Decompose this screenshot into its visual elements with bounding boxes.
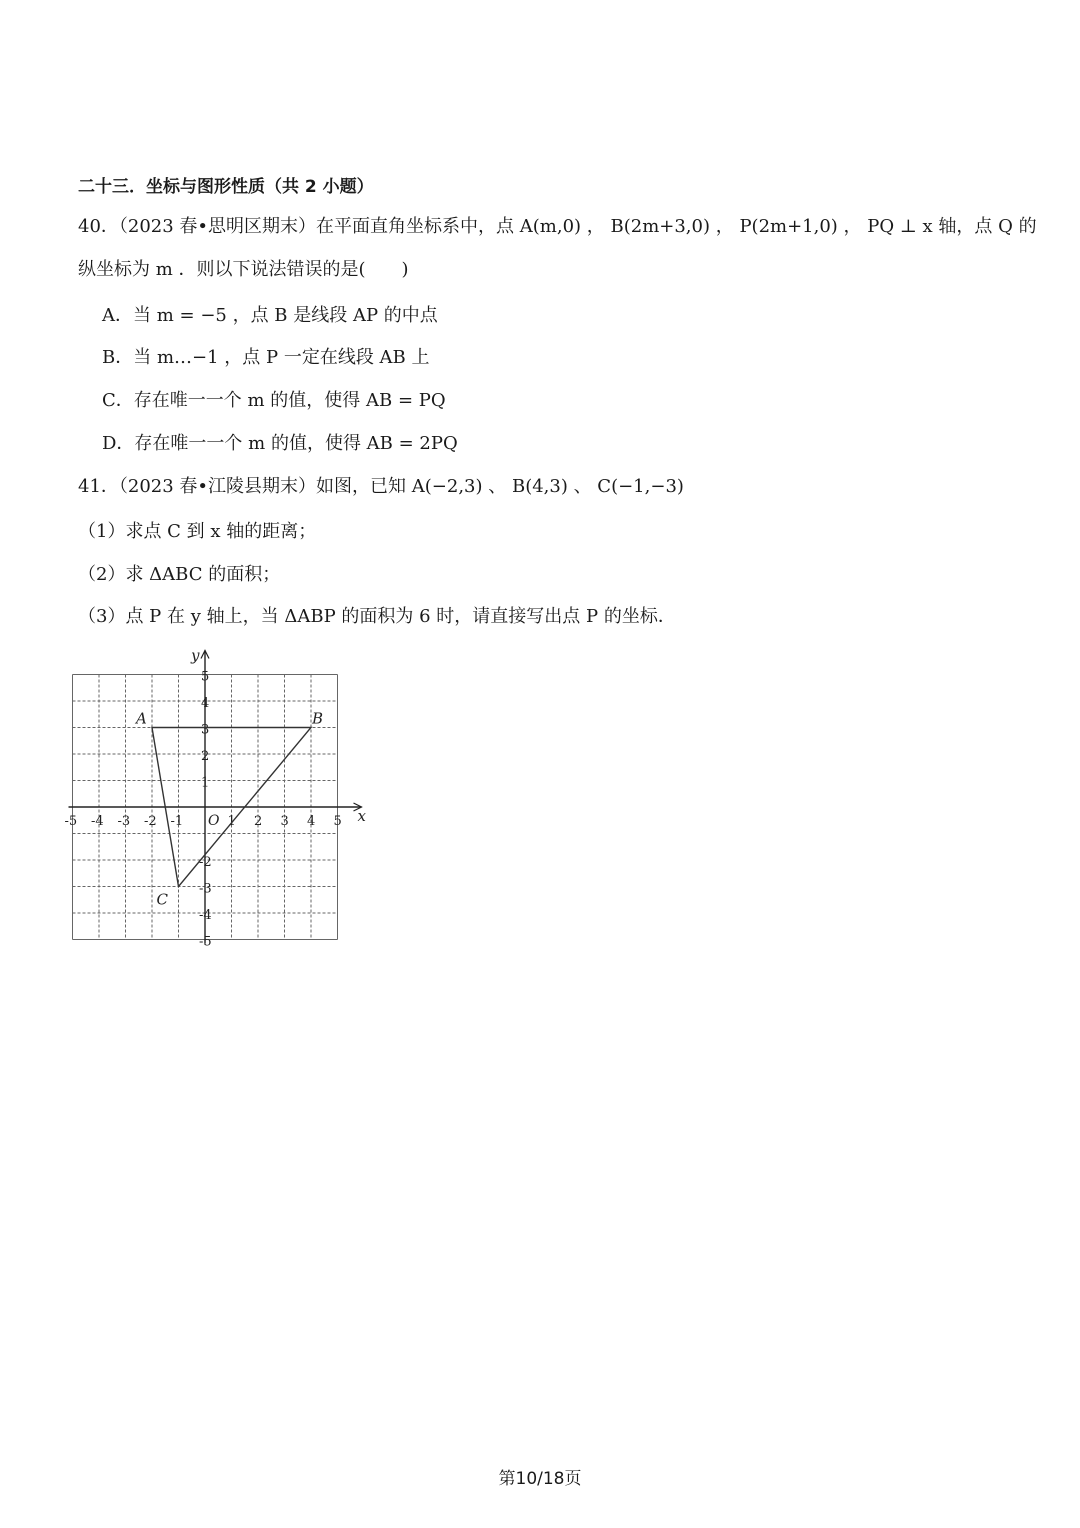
page-number: 第10/18页 [498,1469,582,1489]
q40-option-d: D．存在唯一一个 m 的值，使得 AB = 2PQ [102,433,458,454]
point-label-c: C [156,890,168,909]
q41-part-3: （3）点 P 在 y 轴上，当 ΔABP 的面积为 6 时，请直接写出点 P 的坐标． [78,606,676,627]
y-tick-label: 1 [201,775,210,791]
x-tick-label: 3 [280,814,289,829]
x-tick-label: -4 [91,814,104,829]
q40-stem-line2: 纵坐标为 m ．则以下说法错误的是( ) [78,259,409,280]
point-label-b: B [312,709,324,728]
y-axis-label: y [191,646,200,665]
y-tick-label: 5 [201,669,210,685]
x-tick-label: 1 [227,814,236,829]
y-tick-label: -4 [199,908,212,923]
origin-label: O [208,813,220,829]
y-tick-label: -5 [199,934,212,950]
section-title: 二十三．坐标与图形性质（共 2 小题） [78,177,374,197]
x-tick-label: -3 [117,814,131,829]
y-tick-label: 4 [201,696,210,711]
y-tick-label: 3 [201,722,210,738]
point-label-a: A [136,709,147,728]
coordinate-figure [64,645,390,955]
x-tick-label: -5 [64,814,78,829]
q41-stem: 41．（2023 春•江陵县期末）如图，已知 A(−2,3) 、 B(4,3) 、 C(−1,−3) [78,476,684,497]
x-tick-label: 2 [254,814,263,829]
y-tick-label: -2 [199,855,212,870]
x-tick-label: 4 [307,814,316,829]
q41-part-1: （1）求点 C 到 x 轴的距离； [78,521,317,542]
x-tick-label: 5 [333,814,342,829]
q40-option-b: B．当 m…−1 ，点 P 一定在线段 AB 上 [102,347,430,368]
y-tick-label: -3 [199,881,212,897]
q40-stem-line1: 40．（2023 春•思明区期末）在平面直角坐标系中，点 A(m,0) ， B(2m+3,0) ， P(2m+1,0) ， PQ ⊥ x 轴，点 Q 的 [78,216,1037,237]
x-axis-label: x [357,807,366,825]
x-tick-label: -1 [170,814,184,829]
q40-option-a: A．当 m = −5 ，点 B 是线段 AP 的中点 [102,305,438,326]
y-tick-label: 2 [201,749,210,764]
q41-part-2: （2）求 ΔABC 的面积； [78,564,281,585]
q40-option-c: C．存在唯一一个 m 的值，使得 AB = PQ [102,390,446,411]
x-tick-label: -2 [144,814,157,829]
